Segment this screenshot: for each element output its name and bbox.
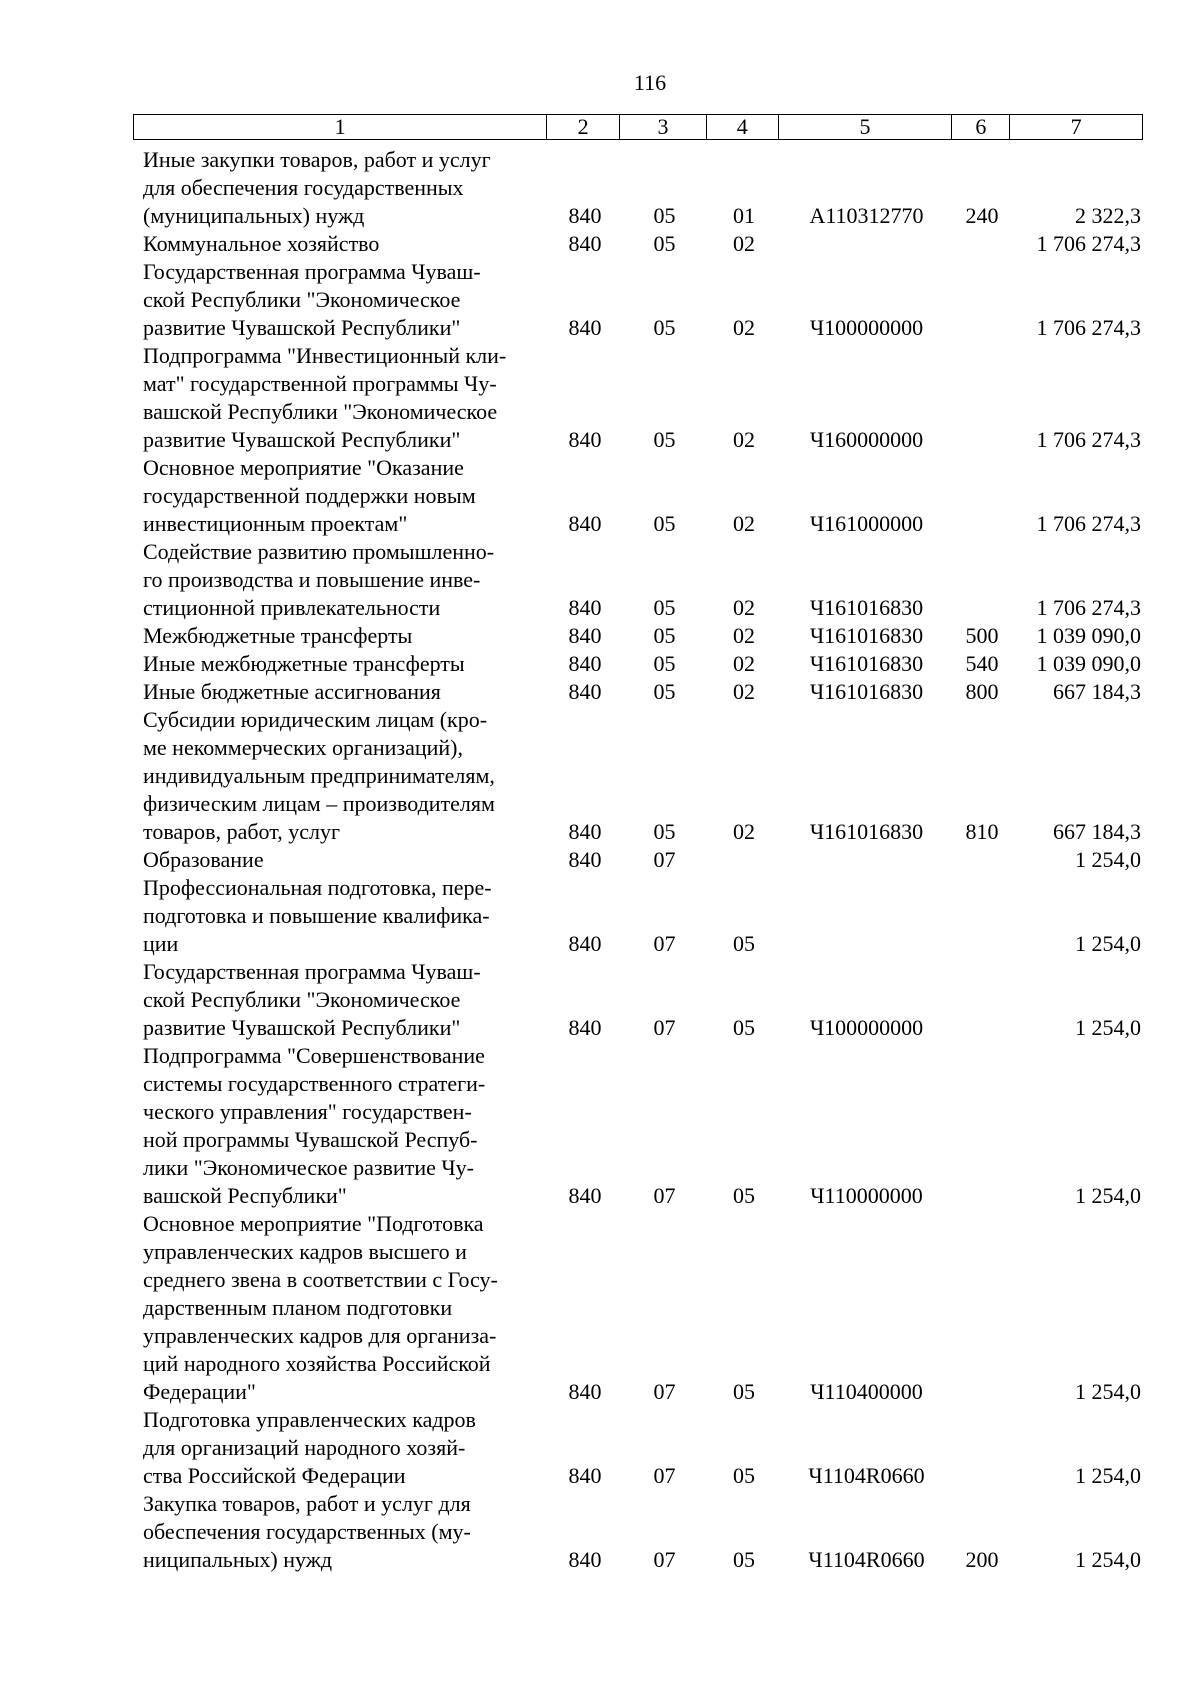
table-body	[143, 146, 1143, 1574]
table-row	[143, 874, 1143, 958]
row-name-cell: Образование	[143, 847, 264, 872]
header-col-1: 1	[134, 115, 547, 139]
row-name-cell: Государственная программа Чуваш- ской Республики "Экономическое развитие Чувашской Республики"	[143, 959, 481, 1040]
row-col-4: 05	[733, 1463, 755, 1488]
table-row	[143, 706, 1143, 846]
row-name-cell: Подготовка управленческих кадров для организаций народного хозяй- ства Российской Федерации	[143, 1407, 476, 1488]
row-col-3: 05	[653, 427, 676, 452]
row-col-4: 02	[733, 651, 755, 676]
row-col-3: 07	[653, 931, 676, 956]
row-name-cell: Подпрограмма "Инвестиционный кли- мат" государственной программы Чу- вашской Республики "Экономическое развитие Чувашской Республики"	[143, 343, 507, 452]
row-col-4: 05	[733, 1015, 755, 1040]
row-col-2: 840	[568, 315, 602, 340]
row-col-3: 07	[653, 1463, 676, 1488]
row-col-7: 1 706 274,3	[1036, 595, 1141, 620]
row-col-3: 05	[653, 203, 676, 228]
row-col-6: 540	[965, 651, 999, 676]
row-col-5: Ч110400000	[810, 1379, 923, 1404]
table-row	[143, 1406, 1143, 1490]
row-col-7: 667 184,3	[1053, 679, 1141, 704]
row-col-3: 07	[653, 1015, 676, 1040]
row-col-4: 05	[733, 1547, 755, 1572]
row-col-4: 02	[733, 623, 755, 648]
row-col-5: Ч100000000	[809, 315, 924, 340]
row-col-7: 1 254,0	[1075, 931, 1141, 956]
row-col-2: 840	[568, 231, 602, 256]
row-col-7: 2 322,3	[1075, 203, 1141, 228]
header-col-7: 7	[1070, 114, 1082, 139]
row-col-7: 1 254,0	[1075, 847, 1141, 872]
row-col-2: 840	[568, 1379, 602, 1404]
row-col-3: 05	[653, 511, 676, 536]
table-row	[143, 538, 1143, 622]
row-name-cell: Основное мероприятие "Подготовка управленческих кадров высшего и среднего звена в соответствии с Госу- дарственным планом подготовки управленческих кадров для организа- ций народного хозяйства Российской Федерации"	[143, 1211, 498, 1404]
row-name-cell: Профессиональная подготовка, пере- подготовка и повышение квалифика- ции	[143, 875, 492, 956]
row-col-2: 840	[568, 1015, 602, 1040]
row-col-7: 1 039 090,0	[1036, 623, 1141, 648]
row-col-3: 07	[653, 1379, 676, 1404]
header-col-2: 2	[547, 115, 620, 139]
table-row	[143, 1490, 1143, 1574]
row-col-7: 667 184,3	[1053, 819, 1141, 844]
table-row	[143, 258, 1143, 342]
table-row	[143, 958, 1143, 1042]
row-col-2: 840	[568, 623, 602, 648]
row-col-2: 840	[568, 511, 602, 536]
row-col-3: 07	[653, 1183, 676, 1208]
table-row	[143, 650, 1143, 678]
row-col-5: А110312770	[809, 203, 924, 228]
row-col-7: 1 254,0	[1075, 1015, 1141, 1040]
row-col-4: 01	[733, 203, 755, 228]
row-col-5: Ч1104R0660	[808, 1547, 925, 1572]
row-col-3: 07	[653, 847, 676, 872]
row-col-2: 840	[568, 847, 602, 872]
row-col-2: 840	[568, 1547, 602, 1572]
row-col-7: 1 254,0	[1075, 1547, 1141, 1572]
row-col-5: Ч161000000	[809, 511, 924, 536]
header-col-5: 5	[779, 115, 953, 139]
row-col-2: 840	[568, 931, 602, 956]
row-col-5: Ч1104R0660	[808, 1463, 925, 1488]
row-name-cell: Подпрограмма "Совершенствование системы государственного стратеги- ческого управления" государствен- ной программы Чувашской Респуб- лики "Экономическое развитие Чу- вашской Республики"	[143, 1043, 486, 1208]
table-row	[143, 622, 1143, 650]
row-col-5: Ч110000000	[810, 1183, 923, 1208]
row-name-cell: Содействие развитию промышленно- го производства и повышение инве- стиционной привлекательности	[143, 539, 495, 620]
row-col-7: 1 254,0	[1075, 1183, 1141, 1208]
row-col-3: 07	[653, 1547, 676, 1572]
row-name-cell: Иные бюджетные ассигнования	[143, 679, 441, 704]
row-col-7: 1 706 274,3	[1036, 427, 1141, 452]
row-name-cell: Иные закупки товаров, работ и услуг для обеспечения государственных (муниципальных) нужд	[143, 147, 491, 228]
row-col-4: 02	[733, 511, 755, 536]
table-row	[143, 846, 1143, 874]
row-col-7: 1 706 274,3	[1036, 511, 1141, 536]
row-col-4: 02	[733, 315, 755, 340]
row-col-6: 800	[965, 679, 999, 704]
table-row	[143, 1210, 1143, 1406]
row-col-2: 840	[568, 1183, 602, 1208]
row-name-cell: Государственная программа Чуваш- ской Республики "Экономическое развитие Чувашской Республики"	[143, 259, 481, 340]
row-name-cell: Закупка товаров, работ и услуг для обеспечения государственных (му- ниципальных) нужд	[143, 1491, 471, 1572]
row-col-3: 05	[653, 315, 676, 340]
row-col-4: 05	[733, 1183, 755, 1208]
page-number: 116	[633, 70, 667, 95]
table-row	[143, 454, 1143, 538]
row-name-cell: Коммунальное хозяйство	[143, 231, 380, 256]
row-col-4: 02	[733, 427, 755, 452]
row-col-5: Ч161016830	[809, 819, 924, 844]
row-name-cell: Субсидии юридическим лицам (кро- ме некоммерческих организаций), индивидуальным предпринимателям, физическим лицам – производителям товаров, работ, услуг	[143, 707, 495, 844]
row-col-6: 240	[965, 203, 999, 228]
row-name-cell: Иные межбюджетные трансферты	[143, 651, 465, 676]
row-col-2: 840	[568, 595, 602, 620]
row-col-3: 05	[653, 679, 676, 704]
row-col-4: 05	[733, 931, 755, 956]
row-name-cell: Межбюджетные трансферты	[143, 623, 413, 648]
row-col-3: 05	[653, 595, 676, 620]
row-col-7: 1 706 274,3	[1036, 231, 1141, 256]
row-col-2: 840	[568, 679, 602, 704]
row-col-2: 840	[568, 203, 602, 228]
row-col-2: 840	[568, 427, 602, 452]
row-col-7: 1 706 274,3	[1036, 315, 1141, 340]
row-name-cell: Основное мероприятие "Оказание государственной поддержки новым инвестиционным проектам"	[143, 455, 476, 536]
row-col-6: 200	[965, 1547, 999, 1572]
row-col-4: 02	[733, 679, 755, 704]
table-row	[143, 342, 1143, 454]
row-col-5: Ч100000000	[809, 1015, 924, 1040]
table-row	[143, 230, 1143, 258]
row-col-2: 840	[568, 651, 602, 676]
row-col-5: Ч161016830	[809, 595, 924, 620]
row-col-7: 1 039 090,0	[1036, 651, 1141, 676]
header-col-3: 3	[620, 115, 707, 139]
row-col-4: 05	[733, 1379, 755, 1404]
row-col-4: 02	[733, 819, 755, 844]
row-col-7: 1 254,0	[1075, 1379, 1141, 1404]
row-col-4: 02	[733, 595, 755, 620]
row-col-5: Ч160000000	[809, 427, 924, 452]
header-col-6: 6	[952, 115, 1010, 139]
row-col-6: 810	[965, 819, 999, 844]
table-row	[143, 146, 1143, 230]
row-col-7: 1 254,0	[1075, 1463, 1141, 1488]
row-col-3: 05	[653, 231, 676, 256]
header-col-4: 4	[707, 115, 779, 139]
table-header	[133, 114, 1143, 140]
row-col-5: Ч161016830	[809, 679, 924, 704]
table-row	[143, 678, 1143, 706]
row-col-5: Ч161016830	[809, 623, 924, 648]
row-col-4: 02	[733, 231, 755, 256]
row-col-3: 05	[653, 623, 676, 648]
row-col-5: Ч161016830	[809, 651, 924, 676]
row-col-3: 05	[653, 819, 676, 844]
row-col-2: 840	[568, 819, 602, 844]
row-col-6: 500	[965, 623, 999, 648]
row-col-3: 05	[653, 651, 676, 676]
table-row	[143, 1042, 1143, 1210]
row-col-2: 840	[568, 1463, 602, 1488]
